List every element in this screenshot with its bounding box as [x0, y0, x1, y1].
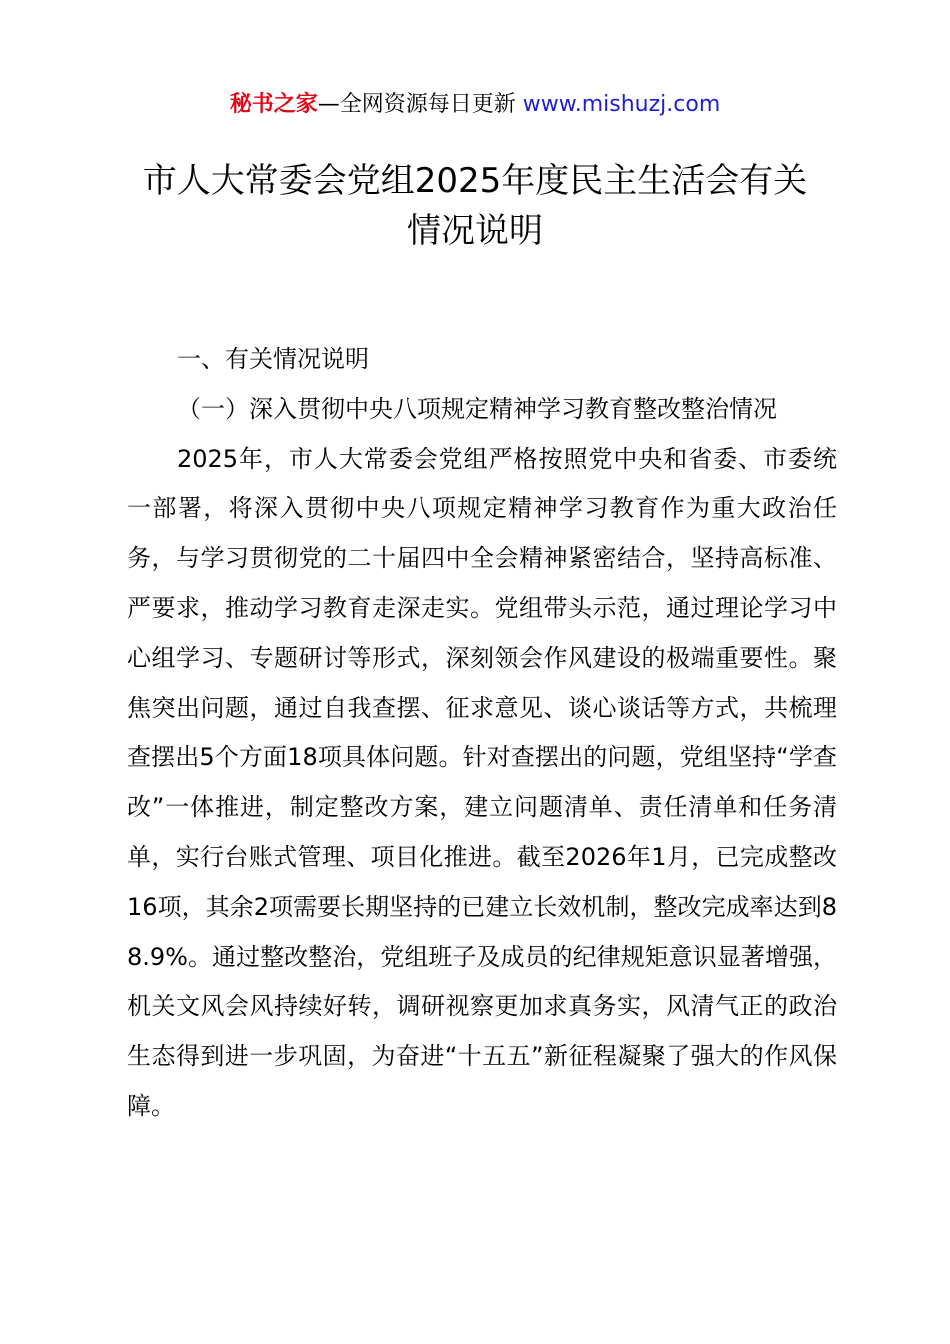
subsection-heading: （一）深入贯彻中央八项规定精神学习教育整改整治情况	[177, 394, 777, 423]
body-paragraph: 2025年，市人大常委会党组严格按照党中央和省委、市委统一部署，将深入贯彻中央八项规定精神学习教育作为重大政治任务，与学习贯彻党的二十届四中全会精神紧密结合，坚持高标准、严要求，推动学习教育走深走实。党组带头示范，通过理论学习中心组学习、专题研讨等形式，深刻领会作风建设的极端重要性。聚焦突出问题，通过自我查摆、征求意见、谈心谈话等方式，共梳理查摆出5个方面18项具体问题。针对查摆出的问题，党组坚持“学查改”一体推进，制定整改方案，建立问题清单、责任清单和任务清单，实行台账式管理、项目化推进。截至2026年1月，已完成整改16项，其余2项需要长期坚持的已建立长效机制，整改完成率达到88.9%。通过整改整治，党组班子及成员的纪律规矩意识显著增强，机关文风会风持续好转，调研视察更加求真务实，风清气正的政治生态得到进一步巩固，为奋进“十五五”新征程凝聚了强大的作风保障。	[127, 444, 837, 1120]
document-title	[60, 156, 890, 256]
site-url-link[interactable]: www.mishuzj.com	[522, 92, 721, 117]
title-line-2: 情况说明	[407, 211, 543, 251]
header-tagline: —全网资源每日更新	[317, 92, 523, 117]
section-heading: 一、有关情况说明	[177, 345, 369, 373]
site-header	[0, 88, 950, 122]
brand-name: 秘书之家	[229, 92, 318, 117]
document-body	[127, 335, 837, 1132]
title-line-1: 市人大常委会党组2025年度民主生活会有关	[142, 161, 808, 201]
